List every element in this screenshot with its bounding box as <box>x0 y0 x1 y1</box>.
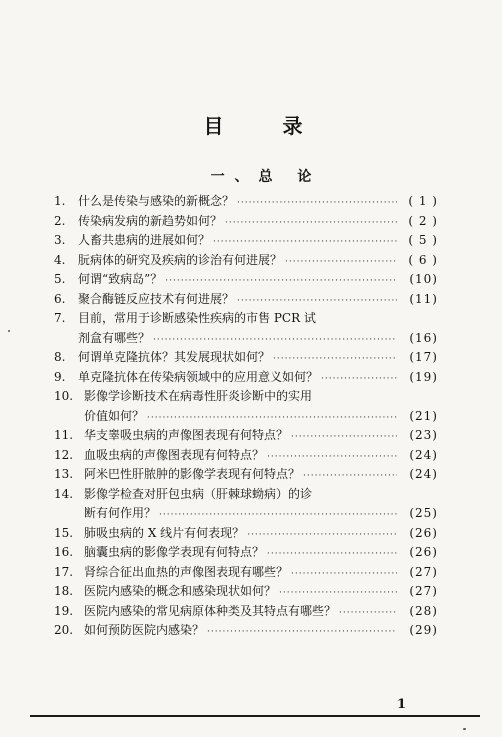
dot-leader <box>159 510 397 520</box>
entry-title: 肾综合征出血热的声像图表现有哪些？ <box>84 564 289 579</box>
entry-number: 3. <box>54 233 66 247</box>
entry-title: 影像学诊断技术在病毒性肝炎诊断中的实用 <box>84 389 313 403</box>
toc-entry[interactable] <box>54 290 438 310</box>
toc-entry-continuation[interactable] <box>54 504 438 524</box>
entry-title: 医院内感染的常见病原体种类及其特点有哪些？ <box>84 603 337 618</box>
entry-title: 如何预防医院内感染？ <box>84 623 205 637</box>
scan-speck <box>8 330 10 332</box>
dot-leader <box>291 432 397 442</box>
entry-page: ( 2 ) <box>408 213 438 228</box>
entry-title: 目前，常用于诊断感染性疾病的市售 PCR 试 <box>78 311 316 325</box>
entry-number: 11. <box>54 428 74 442</box>
entry-page: (16) <box>409 330 438 345</box>
toc-entry[interactable] <box>54 251 438 271</box>
entry-page: ( 5 ) <box>408 233 438 247</box>
entry-title: 血吸虫病的声像图表现有何特点？ <box>84 447 265 462</box>
toc-entry[interactable] <box>54 348 438 368</box>
entry-page: ( 1 ) <box>408 194 438 208</box>
entry-number: 16. <box>54 545 74 559</box>
entry-number: 12. <box>54 447 74 462</box>
entry-number: 6. <box>54 291 66 306</box>
entry-number: 9. <box>54 369 66 384</box>
dot-leader <box>165 276 397 286</box>
entry-title: 聚合酶链反应技术有何进展？ <box>78 291 235 306</box>
dot-leader <box>237 296 397 306</box>
dot-leader <box>303 471 397 481</box>
entry-page: (21) <box>409 408 438 423</box>
toc-entry[interactable] <box>54 212 438 232</box>
entry-number: 15. <box>54 525 74 540</box>
dot-leader <box>267 452 397 462</box>
entry-title: 脑囊虫病的影像学表现有何特点？ <box>84 545 265 559</box>
dot-leader <box>279 588 397 598</box>
entry-number: 19. <box>54 603 74 618</box>
toc-entry[interactable] <box>54 426 438 446</box>
entry-number: 13. <box>54 467 74 481</box>
toc-entry-continuation[interactable] <box>54 329 438 349</box>
page-title: 目 录 <box>203 114 329 138</box>
entry-number: 20. <box>54 623 74 637</box>
entry-number: 7. <box>54 311 66 325</box>
toc-entry[interactable] <box>54 387 438 407</box>
entry-page: (26) <box>409 525 438 540</box>
entry-page: (26) <box>409 545 438 559</box>
toc-entry[interactable] <box>54 192 438 212</box>
dot-leader <box>267 549 397 559</box>
toc-entry[interactable] <box>54 582 438 602</box>
section-title: 一、总 论 <box>210 169 322 185</box>
entry-title: 何谓“致病岛”？ <box>78 272 163 286</box>
entry-title: 医院内感染的概念和感染现状如何？ <box>84 584 277 598</box>
table-of-contents <box>54 192 438 641</box>
dot-leader <box>291 569 397 579</box>
entry-page: (29) <box>409 623 438 637</box>
entry-number: 1. <box>54 194 66 208</box>
entry-title: 阿米巴性肝脓肿的影像学表现有何特点？ <box>84 467 301 481</box>
toc-entry[interactable] <box>54 524 438 544</box>
entry-title: 朊病体的研究及疾病的诊治有何进展？ <box>78 252 283 267</box>
dot-leader <box>147 413 397 423</box>
bottom-rule <box>30 715 480 717</box>
entry-title-continued: 价值如何？ <box>84 408 145 423</box>
entry-title-continued: 剂盒有哪些？ <box>78 330 151 345</box>
entry-title: 传染病发病的新趋势如何？ <box>78 213 223 228</box>
entry-title: 什么是传染与感染的新概念？ <box>78 194 235 208</box>
entry-title: 人畜共患病的进展如何？ <box>78 233 211 247</box>
entry-page: (27) <box>409 564 438 579</box>
entry-page: (27) <box>409 584 438 598</box>
entry-number: 2. <box>54 213 66 228</box>
dot-leader <box>247 530 397 540</box>
entry-title: 影像学检查对肝包虫病（肝棘球蚴病）的诊 <box>84 486 313 501</box>
entry-page: (24) <box>409 447 438 462</box>
entry-title: 华支睾吸虫病的声像图表现有何特点？ <box>84 428 289 442</box>
page-number: 1 <box>397 697 407 712</box>
dot-leader <box>213 237 397 247</box>
entry-number: 17. <box>54 564 74 579</box>
entry-page: (17) <box>409 350 438 364</box>
entry-title-continued: 断有何作用？ <box>84 506 157 520</box>
entry-title: 何谓单克隆抗体？其发展现状如何？ <box>78 350 271 364</box>
entry-number: 18. <box>54 584 74 598</box>
dot-leader <box>321 374 397 384</box>
entry-number: 5. <box>54 272 66 286</box>
toc-entry[interactable] <box>54 368 438 388</box>
entry-number: 14. <box>54 486 74 501</box>
entry-page: (25) <box>409 506 438 520</box>
dot-leader <box>285 257 397 267</box>
dot-leader <box>225 218 397 228</box>
entry-page: (19) <box>409 369 438 384</box>
entry-number: 8. <box>54 350 66 364</box>
entry-page: (23) <box>409 428 438 442</box>
entry-page: (11) <box>409 291 438 306</box>
scan-speck <box>463 728 466 730</box>
toc-entry[interactable] <box>54 563 438 583</box>
toc-entry[interactable] <box>54 446 438 466</box>
dot-leader <box>339 608 397 618</box>
toc-entry[interactable] <box>54 309 438 329</box>
dot-leader <box>273 354 397 364</box>
dot-leader <box>207 627 397 637</box>
entry-page: ( 6 ) <box>408 252 438 267</box>
toc-entry[interactable] <box>54 543 438 563</box>
toc-entry[interactable] <box>54 465 438 485</box>
entry-page: (24) <box>409 467 438 481</box>
dot-leader <box>237 198 397 208</box>
toc-entry[interactable] <box>54 621 438 641</box>
entry-number: 4. <box>54 252 66 267</box>
toc-entry[interactable] <box>54 485 438 505</box>
dot-leader <box>153 335 397 345</box>
entry-page: (10) <box>409 272 438 286</box>
toc-entry[interactable] <box>54 270 438 290</box>
entry-title: 单克隆抗体在传染病领域中的应用意义如何？ <box>78 369 319 384</box>
toc-entry[interactable] <box>54 602 438 622</box>
entry-number: 10. <box>54 389 74 403</box>
entry-title: 肺吸虫病的 X 线片有何表现？ <box>84 525 245 540</box>
toc-entry[interactable] <box>54 231 438 251</box>
toc-entry-continuation[interactable] <box>54 407 438 427</box>
entry-page: (28) <box>409 603 438 618</box>
